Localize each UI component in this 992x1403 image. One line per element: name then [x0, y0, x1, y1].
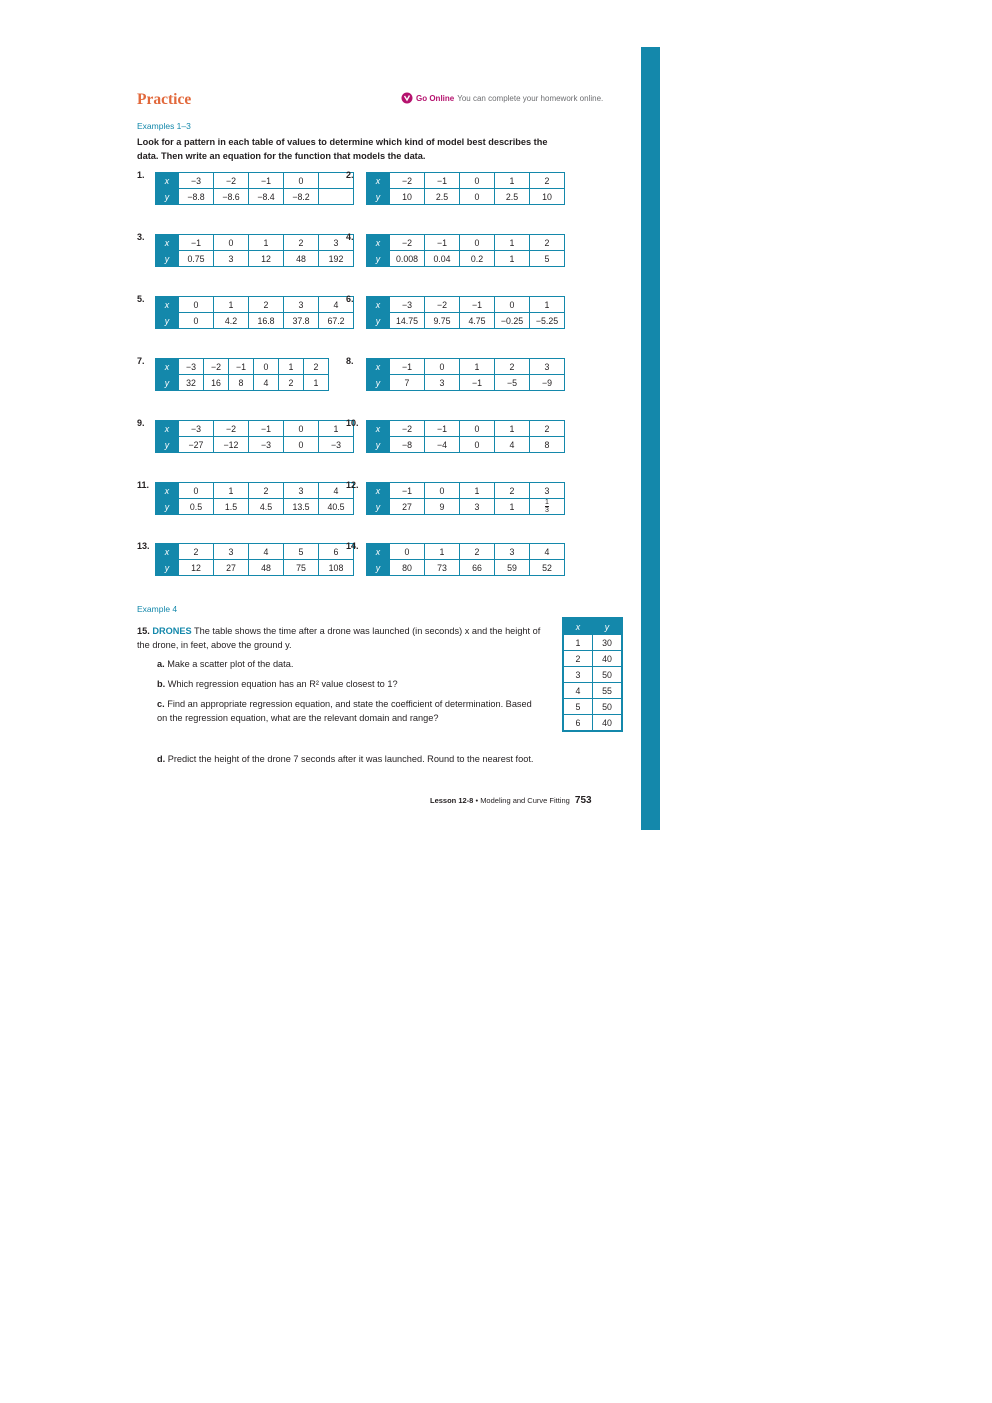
part-c-text: Find an appropriate regression equation, and state the coefficient of determination. Based on the regression equation, what are the relevant domain and range? [157, 699, 532, 723]
page-number: 753 [574, 795, 592, 806]
x-value-cell: 1 [495, 173, 530, 189]
part-a-text: Make a scatter plot of the data. [167, 659, 294, 669]
go-online-link[interactable]: Go Online [416, 93, 455, 103]
y-value-cell: 27 [214, 560, 249, 576]
y-value-cell: 4 [495, 437, 530, 453]
x-label-cell: x [367, 297, 390, 313]
x-value-cell: 1 [279, 359, 304, 375]
x-value-cell: 0 [425, 483, 460, 499]
table-row [563, 699, 622, 715]
table-row [156, 173, 354, 189]
y-value-cell: −8.4 [249, 189, 284, 205]
table-row [367, 375, 565, 391]
table-row [367, 235, 565, 251]
x-value-cell: −1 [249, 173, 284, 189]
problem-number: 10. [346, 418, 359, 428]
y-label-cell: y [156, 499, 179, 515]
part-c-label: c. [157, 699, 165, 709]
y-value-cell: −1 [460, 375, 495, 391]
x-label-cell: x [156, 421, 179, 437]
y-value-cell: 10 [390, 189, 425, 205]
x-value-cell: 3 [530, 359, 565, 375]
y-value-cell: 14.75 [390, 313, 425, 329]
x-value-cell: 4 [530, 544, 565, 560]
part-d-label: d. [157, 754, 166, 764]
y-value-cell: 0.75 [179, 251, 214, 267]
x-label-cell: x [156, 173, 179, 189]
x-value-cell: 2 [530, 173, 565, 189]
y-value-cell: 3 [214, 251, 249, 267]
question-15-stem: The table shows the time after a drone was launched (in seconds) x and the height of the drone, in feet, above the ground y. [137, 626, 541, 650]
problem-number: 3. [137, 232, 145, 242]
table-row [563, 635, 622, 651]
x-value-cell: −3 [390, 297, 425, 313]
table-row [367, 421, 565, 437]
y-label-cell: y [367, 251, 390, 267]
y-value-cell: 4 [254, 375, 279, 391]
page-title: Practice [137, 91, 192, 108]
x-value-cell: 2 [495, 359, 530, 375]
x-value-cell: 0 [284, 421, 319, 437]
table-cell: 1 [563, 635, 593, 651]
x-value-cell: 0 [460, 235, 495, 251]
question-15-number: 15. [137, 626, 150, 636]
part-b [157, 677, 547, 691]
y-value-cell: 32 [179, 375, 204, 391]
y-value-cell: 67.2 [319, 313, 354, 329]
y-value-cell: 8 [229, 375, 254, 391]
y-value-cell: 9.75 [425, 313, 460, 329]
y-label-cell: y [367, 560, 390, 576]
y-value-cell: −5 [495, 375, 530, 391]
footer-bullet: • [475, 796, 479, 805]
y-value-cell: 80 [390, 560, 425, 576]
table-row [156, 251, 354, 267]
y-label-cell: y [367, 313, 390, 329]
x-value-cell: −2 [390, 173, 425, 189]
y-value-cell: 12 [179, 560, 214, 576]
x-value-cell: −2 [204, 359, 229, 375]
x-value-cell: 1 [460, 359, 495, 375]
x-value-cell: 4 [319, 483, 354, 499]
problem-number: 4. [346, 232, 354, 242]
values-table [155, 234, 354, 267]
table-row [156, 560, 354, 576]
problem-number: 14. [346, 541, 359, 551]
y-value-cell: 48 [249, 560, 284, 576]
values-table [155, 543, 354, 576]
x-value-cell: 0 [460, 173, 495, 189]
x-value-cell: 0 [425, 359, 460, 375]
table-header-row [563, 618, 622, 635]
y-value-cell: 37.8 [284, 313, 319, 329]
table-row [563, 651, 622, 667]
y-value-cell: −5.25 [530, 313, 565, 329]
table-cell: 2 [563, 651, 593, 667]
x-value-cell: 1 [319, 421, 354, 437]
y-value-cell: 192 [319, 251, 354, 267]
part-d-text: Predict the height of the drone 7 seconds after it was launched. Round to the nearest foot. [167, 754, 534, 764]
values-table [366, 296, 565, 329]
x-label-cell: x [156, 297, 179, 313]
x-value-cell: 4 [249, 544, 284, 560]
y-value-cell: 0.2 [460, 251, 495, 267]
x-value-cell: −1 [425, 235, 460, 251]
x-value-cell: 0 [284, 173, 319, 189]
x-label-cell: x [156, 235, 179, 251]
y-value-cell: 0 [460, 437, 495, 453]
values-table [155, 420, 354, 453]
x-label-cell: x [367, 359, 390, 375]
y-value-cell: 5 [530, 251, 565, 267]
y-value-cell: 0.04 [425, 251, 460, 267]
x-value-cell: 1 [214, 297, 249, 313]
x-value-cell: 3 [284, 483, 319, 499]
table-row [367, 499, 565, 515]
table-row [156, 499, 354, 515]
y-value-cell [319, 189, 354, 205]
y-value-cell: 1 [495, 251, 530, 267]
table-cell: 55 [593, 683, 623, 699]
table-cell: 40 [593, 651, 623, 667]
table-cell: 40 [593, 715, 623, 732]
x-value-cell: −1 [425, 421, 460, 437]
problem-number: 1. [137, 170, 145, 180]
x-value-cell: 1 [530, 297, 565, 313]
values-table [366, 482, 565, 515]
values-table [366, 234, 565, 267]
table-row [563, 667, 622, 683]
y-value-cell: 0.008 [390, 251, 425, 267]
table-row [367, 297, 565, 313]
y-value-cell: −0.25 [495, 313, 530, 329]
x-value-cell: 0 [390, 544, 425, 560]
table-row [367, 560, 565, 576]
x-value-cell: 2 [304, 359, 329, 375]
x-label-cell: x [367, 483, 390, 499]
y-value-cell: 1 [304, 375, 329, 391]
table-row [156, 421, 354, 437]
y-value-cell: −12 [214, 437, 249, 453]
table-row [156, 189, 354, 205]
values-table [155, 482, 354, 515]
x-value-cell: −1 [390, 483, 425, 499]
part-a [157, 657, 547, 671]
table-cell: 30 [593, 635, 623, 651]
y-value-cell: 4.75 [460, 313, 495, 329]
part-d [157, 752, 547, 766]
y-value-cell: 9 [425, 499, 460, 515]
x-value-cell: 3 [495, 544, 530, 560]
x-value-cell: −3 [179, 421, 214, 437]
y-label-cell: y [156, 189, 179, 205]
table-row [367, 544, 565, 560]
x-value-cell: −2 [214, 421, 249, 437]
values-table [366, 420, 565, 453]
x-value-cell: 0 [495, 297, 530, 313]
y-value-cell: 1 [495, 499, 530, 515]
x-label-cell: x [156, 483, 179, 499]
table-row [156, 235, 354, 251]
y-value-cell: 40.5 [319, 499, 354, 515]
problem-number: 5. [137, 294, 145, 304]
x-value-cell: 1 [460, 483, 495, 499]
y-label-cell: y [367, 375, 390, 391]
table-row [367, 189, 565, 205]
x-value-cell: 3 [214, 544, 249, 560]
x-value-cell: −1 [179, 235, 214, 251]
problem-number: 7. [137, 356, 145, 366]
problem-number: 2. [346, 170, 354, 180]
y-value-cell: −8.8 [179, 189, 214, 205]
y-value-cell: 3 [425, 375, 460, 391]
values-table [155, 358, 329, 391]
x-value-cell: 4 [319, 297, 354, 313]
y-value-cell: −3 [319, 437, 354, 453]
table-cell: 5 [563, 699, 593, 715]
x-value-cell: 1 [425, 544, 460, 560]
x-value-cell: −1 [249, 421, 284, 437]
y-value-cell: 13.5 [284, 499, 319, 515]
x-label-cell: x [156, 544, 179, 560]
x-value-cell: 0 [179, 297, 214, 313]
problem-number: 8. [346, 356, 354, 366]
values-table [366, 358, 565, 391]
y-value-cell: 108 [319, 560, 354, 576]
x-value-cell: −2 [425, 297, 460, 313]
header-cell: y [593, 618, 623, 635]
x-value-cell: −2 [390, 421, 425, 437]
table-row [156, 375, 329, 391]
x-label-cell: x [367, 173, 390, 189]
part-b-label: b. [157, 679, 166, 689]
table-row [367, 359, 565, 375]
page-footer [430, 795, 592, 806]
y-value-cell: 8 [530, 437, 565, 453]
x-value-cell: 3 [530, 483, 565, 499]
table-row [156, 313, 354, 329]
x-value-cell: −3 [179, 173, 214, 189]
x-value-cell: −1 [229, 359, 254, 375]
y-value-cell: 66 [460, 560, 495, 576]
fraction: $\frac{1}{3}$ [545, 499, 549, 514]
x-value-cell: −1 [425, 173, 460, 189]
table-cell: 6 [563, 715, 593, 732]
example-4-heading: Example 4 [137, 604, 178, 614]
side-color-bar [641, 47, 660, 830]
footer-topic: Modeling and Curve Fitting [480, 796, 570, 805]
x-value-cell: 1 [495, 235, 530, 251]
problem-number: 12. [346, 480, 359, 490]
x-value-cell: −1 [390, 359, 425, 375]
x-value-cell: −2 [214, 173, 249, 189]
header-cell: x [563, 618, 593, 635]
y-label-cell: y [367, 189, 390, 205]
x-value-cell: 1 [249, 235, 284, 251]
y-value-cell: 0 [284, 437, 319, 453]
x-label-cell: x [367, 421, 390, 437]
y-label-cell: y [367, 499, 390, 515]
table-row [367, 483, 565, 499]
y-label-cell: y [156, 375, 179, 391]
table-row [367, 173, 565, 189]
y-value-cell: 0 [179, 313, 214, 329]
x-value-cell: −3 [179, 359, 204, 375]
y-value-cell: 3 [460, 499, 495, 515]
y-value-cell: 52 [530, 560, 565, 576]
x-value-cell: 1 [495, 421, 530, 437]
y-value-cell: 10 [530, 189, 565, 205]
y-value-cell: −9 [530, 375, 565, 391]
y-value-cell: 7 [390, 375, 425, 391]
y-value-cell: −3 [249, 437, 284, 453]
x-value-cell: 0 [214, 235, 249, 251]
x-value-cell: 0 [254, 359, 279, 375]
drone-data-table [562, 617, 623, 732]
go-online-icon [401, 92, 413, 104]
table-cell: 50 [593, 667, 623, 683]
footer-lesson: Lesson 12-8 [430, 796, 474, 805]
table-row [563, 683, 622, 699]
problem-number: 11. [137, 480, 150, 490]
x-value-cell: 5 [284, 544, 319, 560]
table-cell: 50 [593, 699, 623, 715]
x-value-cell: 2 [460, 544, 495, 560]
table-row [156, 483, 354, 499]
y-value-cell: 2.5 [495, 189, 530, 205]
x-value-cell: 2 [284, 235, 319, 251]
y-value-cell: 16.8 [249, 313, 284, 329]
y-value-cell: −4 [425, 437, 460, 453]
table-row [367, 251, 565, 267]
x-value-cell: 2 [530, 235, 565, 251]
x-value-cell: 0 [460, 421, 495, 437]
y-value-cell: 0.5 [179, 499, 214, 515]
table-row [367, 313, 565, 329]
y-value-cell: 16 [204, 375, 229, 391]
table-row [563, 715, 622, 732]
table-row [156, 437, 354, 453]
problem-number: 6. [346, 294, 354, 304]
y-label-cell: y [156, 560, 179, 576]
table-cell: 3 [563, 667, 593, 683]
x-value-cell: 1 [214, 483, 249, 499]
table-row [156, 297, 354, 313]
y-label-cell: y [156, 251, 179, 267]
y-value-cell: 73 [425, 560, 460, 576]
values-table [366, 543, 565, 576]
x-value-cell: 3 [319, 235, 354, 251]
x-label-cell: x [156, 359, 179, 375]
x-value-cell: 6 [319, 544, 354, 560]
question-15 [137, 624, 547, 652]
go-online-text: You can complete your homework online. [457, 93, 604, 103]
table-row [156, 359, 329, 375]
question-15-tag: DRONES [152, 626, 192, 636]
x-value-cell: 3 [284, 297, 319, 313]
x-value-cell: 2 [495, 483, 530, 499]
x-value-cell: −1 [460, 297, 495, 313]
instructions: Look for a pattern in each table of values to determine which kind of model best describes the data. Then write an equation for the function that models the data. [137, 137, 548, 161]
part-c [157, 697, 537, 725]
x-value-cell: 2 [249, 297, 284, 313]
x-value-cell: 2 [530, 421, 565, 437]
y-value-cell: −8.2 [284, 189, 319, 205]
y-value-cell: 2.5 [425, 189, 460, 205]
y-value-cell: 4.5 [249, 499, 284, 515]
part-a-label: a. [157, 659, 165, 669]
problem-number: 9. [137, 418, 145, 428]
y-value-cell: 2 [279, 375, 304, 391]
values-table [155, 172, 354, 205]
y-value-cell: 0 [460, 189, 495, 205]
table-row [156, 544, 354, 560]
y-value-cell: −8 [390, 437, 425, 453]
y-label-cell: y [156, 437, 179, 453]
y-label-cell: y [156, 313, 179, 329]
x-value-cell: −2 [390, 235, 425, 251]
table-row [367, 437, 565, 453]
y-value-cell: 1.5 [214, 499, 249, 515]
y-value-cell: 59 [495, 560, 530, 576]
x-label-cell: x [367, 235, 390, 251]
x-value-cell: 0 [179, 483, 214, 499]
table-cell: 4 [563, 683, 593, 699]
examples-1-3-heading: Examples 1–3 [137, 121, 191, 131]
values-table [366, 172, 565, 205]
problem-number: 13. [137, 541, 150, 551]
y-value-cell: −8.6 [214, 189, 249, 205]
x-label-cell: x [367, 544, 390, 560]
y-label-cell: y [367, 437, 390, 453]
y-value-cell: 75 [284, 560, 319, 576]
y-value-cell [530, 499, 565, 515]
go-online-banner[interactable] [401, 92, 603, 104]
y-value-cell: 4.2 [214, 313, 249, 329]
x-value-cell: 2 [179, 544, 214, 560]
part-b-text: Which regression equation has an R² value closest to 1? [167, 679, 398, 689]
y-value-cell: 27 [390, 499, 425, 515]
y-value-cell: 12 [249, 251, 284, 267]
y-value-cell: −27 [179, 437, 214, 453]
y-value-cell: 48 [284, 251, 319, 267]
values-table [155, 296, 354, 329]
x-value-cell: 2 [249, 483, 284, 499]
